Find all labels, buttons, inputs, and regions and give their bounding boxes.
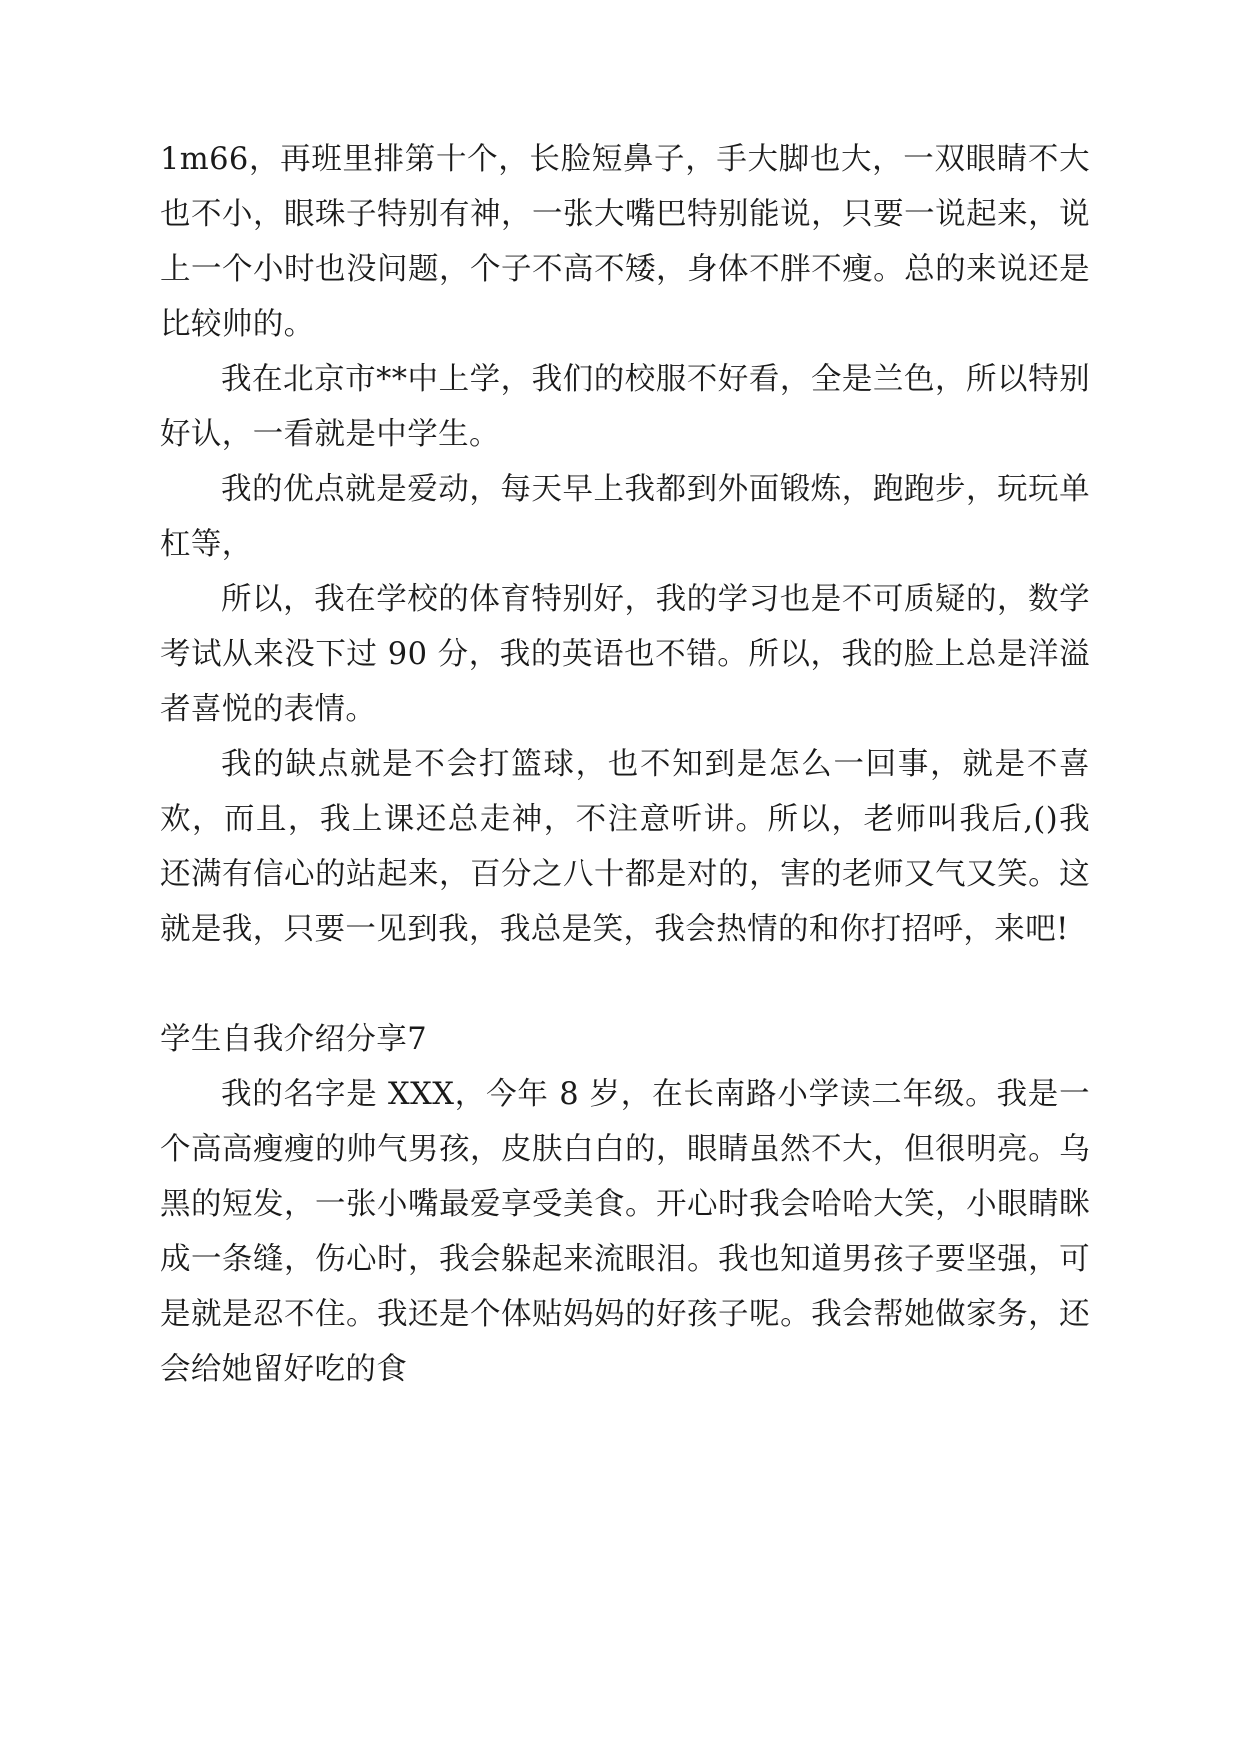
paragraph: 所以，我在学校的体育特别好，我的学习也是不可质疑的，数学考试从来没下过 90 分，我的英语也不错。所以，我的脸上总是洋溢者喜悦的表情。 — [160, 582, 1090, 727]
paragraph: 1m66，再班里排第十个，长脸短鼻子，手大脚也大，一双眼睛不大也不小，眼珠子特别有神，一张大嘴巴特别能说，只要一说起来，说上一个小时也没问题，个子不高不矮，身体不胖不瘦。总的来说还是比较帅的。 — [160, 142, 1090, 342]
paragraph: 我的缺点就是不会打篮球，也不知到是怎么一回事，就是不喜欢，而且，我上课还总走神，不注意听讲。所以，老师叫我后,()我还满有信心的站起来，百分之八十都是对的，害的老师又气又笑。这就是我，只要一见到我，我总是笑，我会热情的和你打招呼，来吧! — [160, 747, 1090, 947]
paragraph: 我在北京市**中上学，我们的校服不好看，全是兰色，所以特别好认，一看就是中学生。 — [160, 362, 1090, 452]
paragraph: 我的优点就是爱动，每天早上我都到外面锻炼，跑跑步，玩玩单杠等， — [160, 472, 1090, 562]
paragraph-spacer — [160, 957, 1090, 1012]
section-heading: 学生自我介绍分享7 — [160, 1022, 428, 1057]
document-body — [160, 132, 1090, 1397]
paragraph: 我的名字是 XXX，今年 8 岁，在长南路小学读二年级。我是一个高高瘦瘦的帅气男孩，皮肤白白的，眼睛虽然不大，但很明亮。乌黑的短发，一张小嘴最爱享受美食。开心时我会哈哈大笑，小眼睛眯成一条缝，伤心时，我会躲起来流眼泪。我也知道男孩子要坚强，可是就是忍不住。我还是个体贴妈妈的好孩子呢。我会帮她做家务，还会给她留好吃的食 — [160, 1077, 1090, 1387]
